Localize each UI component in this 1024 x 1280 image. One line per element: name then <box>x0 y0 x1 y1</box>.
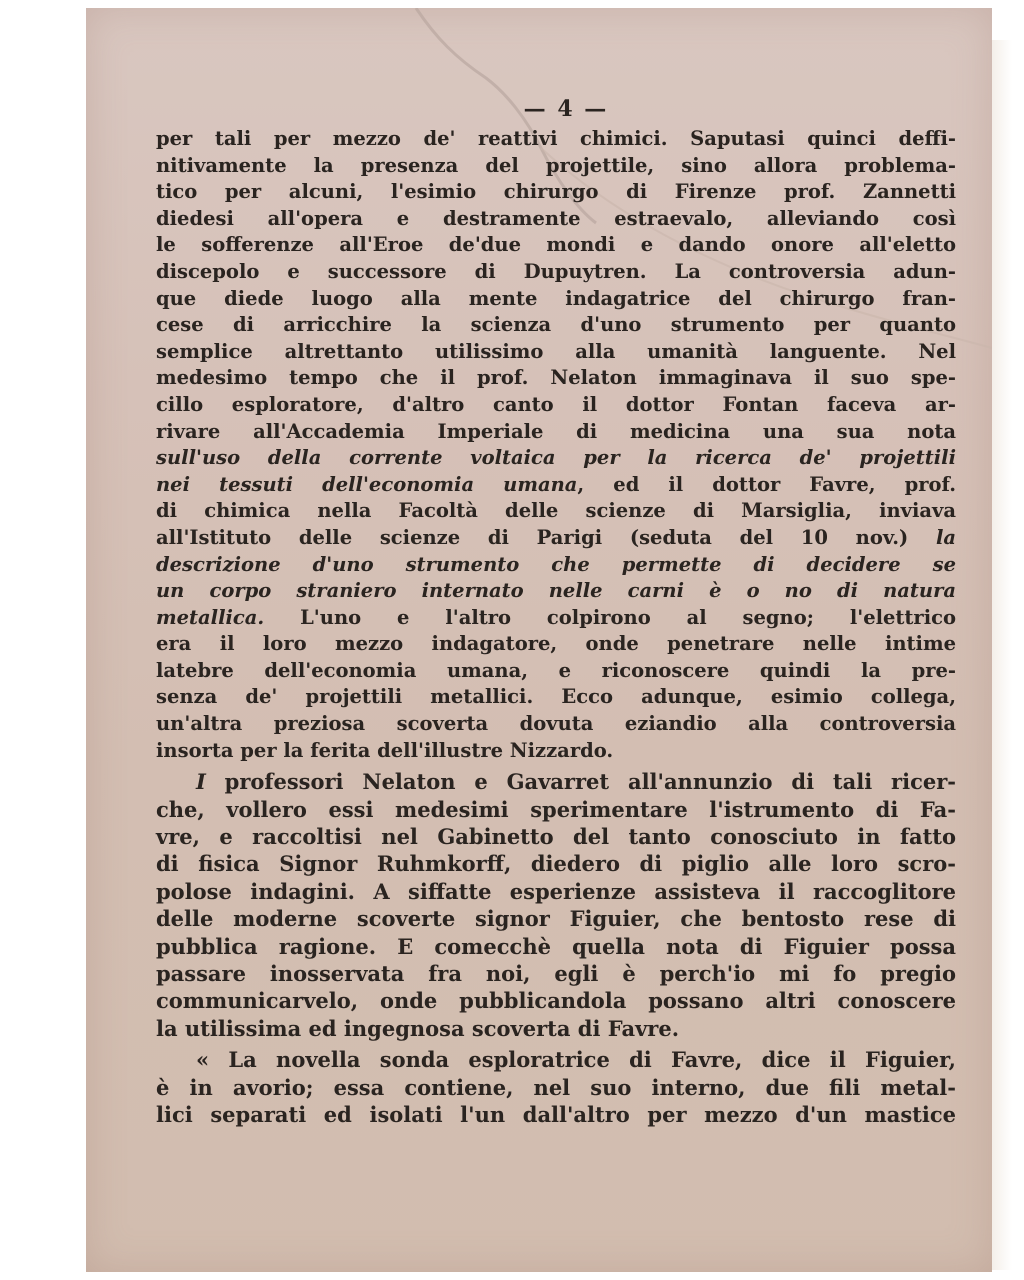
text-line <box>156 768 956 795</box>
text-line <box>156 472 956 499</box>
text-line: discepolo e successore di Dupuytren. La controversia adun- <box>156 259 956 283</box>
text-line: passare inosservata fra noi, egli è perch'io mi fo pregio <box>156 960 956 986</box>
paragraph <box>156 1046 956 1128</box>
italic-segment: metallica. <box>156 605 265 629</box>
text-line: « La novella sonda esploratrice di Favre, dice il Figuier, <box>196 1047 956 1073</box>
text-line: descrizione d'uno strumento che permette di decidere se <box>156 552 956 576</box>
paragraph <box>156 126 956 764</box>
text-line: medesimo tempo che il prof. Nelaton immaginava il suo spe- <box>156 366 956 390</box>
book-page <box>86 8 992 1272</box>
text-line: tico per alcuni, l'esimio chirurgo di Firenze prof. Zannetti <box>156 180 956 204</box>
text-line: polose indagini. A siffatte esperienze assisteva il raccoglitore <box>156 878 956 904</box>
text-line: lici separati ed isolati l'un dall'altro per mezzo d'un mastice <box>156 1101 956 1127</box>
text-line: che, vollero essi medesimi sperimentare l'istrumento di Fa- <box>156 796 956 822</box>
text-line: latebre dell'economia umana, e riconoscere quindi la pre- <box>156 658 956 682</box>
page-number: — 4 — <box>523 96 609 122</box>
italic-segment: I <box>196 769 206 795</box>
text-line: di chimica nella Facoltà delle scienze di Marsiglia, inviava <box>156 499 956 523</box>
text-line: di fisica Signor Ruhmkorff, diedero di piglio alle loro scro- <box>156 851 956 877</box>
text-line: un'altra preziosa scoverta dovuta eziandio alla controversia <box>156 712 956 736</box>
text-line: sull'uso della corrente voltaica per la ricerca de' projettili <box>156 446 956 470</box>
text-line: cillo esploratore, d'altro canto il dottor Fontan faceva ar- <box>156 392 956 416</box>
italic-segment: nei tessuti dell'economia umana <box>156 472 578 496</box>
text-line: senza de' projettili metallici. Ecco adunque, esimio collega, <box>156 685 956 709</box>
text-line <box>156 605 956 632</box>
line-segment: all'Istituto delle scienze di Parigi (seduta del 10 nov.) <box>156 525 936 549</box>
paragraph <box>156 768 956 1042</box>
next-page-edge <box>992 40 1012 1270</box>
text-line: semplice altrettanto utilissimo alla umanità languente. Nel <box>156 339 956 363</box>
text-line <box>156 525 956 552</box>
text-line: un corpo straniero internato nelle carni è o no di natura <box>156 579 956 603</box>
text-line: insorta per la ferita dell'illustre Nizzardo. <box>156 738 614 762</box>
text-line: communicarvelo, onde pubblicandola possano altri conoscere <box>156 988 956 1014</box>
italic-segment: la <box>935 525 956 549</box>
text-line: vre, e raccoltisi nel Gabinetto del tanto conosciuto in fatto <box>156 824 956 850</box>
text-line: delle moderne scoverte signor Figuier, che bentosto rese di <box>156 906 956 932</box>
text-line: le sofferenze all'Eroe de'due mondi e dando onore all'eletto <box>156 233 956 257</box>
line-segment: professori Nelaton e Gavarret all'annunzio di tali ricer- <box>205 769 956 795</box>
page-text <box>156 96 956 1128</box>
line-segment: , ed il dottor Favre, prof. <box>577 472 956 496</box>
text-line: è in avorio; essa contiene, nel suo interno, due fili metal- <box>156 1074 956 1100</box>
text-line: per tali per mezzo de' reattivi chimici. Saputasi quinci deffi- <box>156 127 956 150</box>
line-segment: L'uno e l'altro colpirono al segno; l'elettrico <box>264 605 956 629</box>
text-line: era il loro mezzo indagatore, onde penetrare nelle intime <box>156 632 956 656</box>
text-line: que diede luogo alla mente indagatrice del chirurgo fran- <box>156 286 956 310</box>
text-line: cese di arricchire la scienza d'uno strumento per quanto <box>156 313 956 337</box>
text-line: diedesi all'opera e destramente estraevalo, alleviando così <box>156 206 956 230</box>
paragraphs-container <box>156 126 956 1128</box>
text-line: la utilissima ed ingegnosa scoverta di Favre. <box>156 1015 680 1041</box>
text-line: rivare all'Accademia Imperiale di medicina una sua nota <box>156 419 956 443</box>
text-line: nitivamente la presenza del projettile, sino allora problema- <box>156 153 956 177</box>
text-line: pubblica ragione. E comecchè quella nota di Figuier possa <box>156 933 956 959</box>
